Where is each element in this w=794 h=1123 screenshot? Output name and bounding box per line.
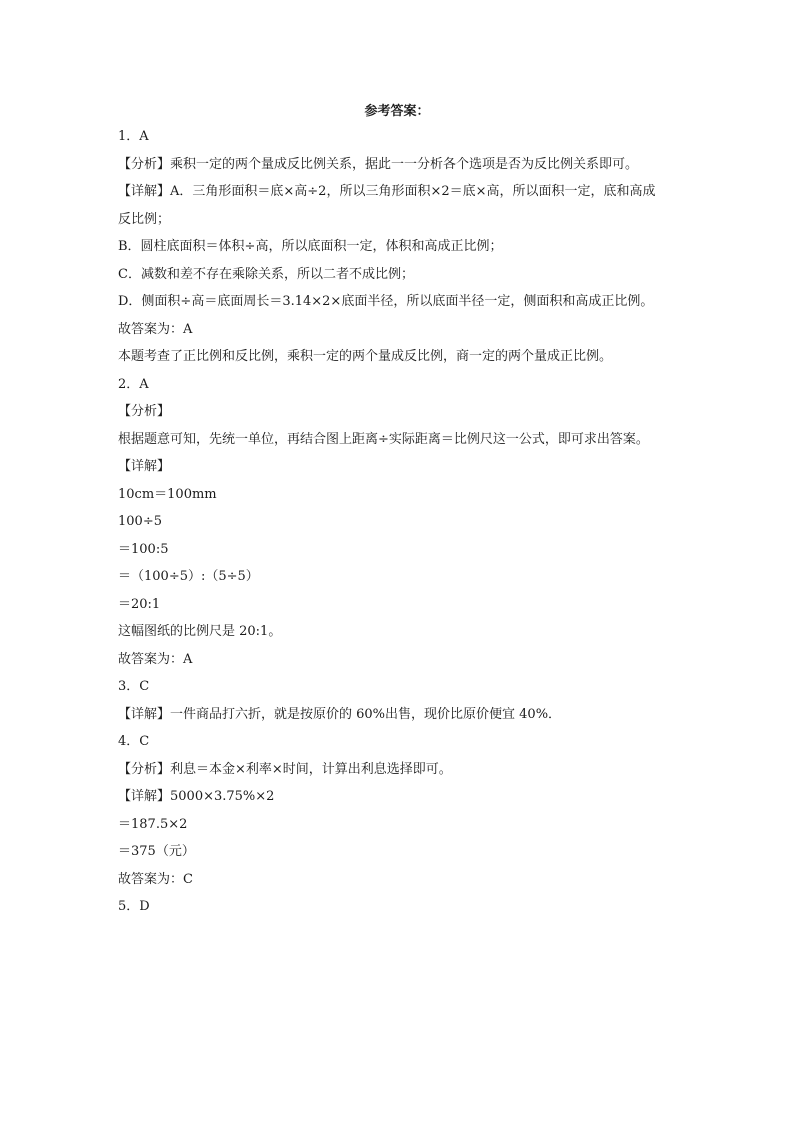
answer-content <box>118 123 688 921</box>
answer-line: B．圆柱底面积＝体积÷高，所以底面积一定，体积和高成正比例； <box>118 239 503 254</box>
page-title: 参考答案： <box>364 104 430 119</box>
answer-line: 2．A <box>118 376 149 392</box>
answer-line: ＝20:1 <box>118 596 161 612</box>
answer-line: 这幅图纸的比例尺是 20:1。 <box>118 624 282 639</box>
answer-line: 1．A <box>118 129 149 144</box>
answer-line: ＝100:5 <box>118 541 169 557</box>
answer-line: 【详解】5000×3.75%×2 <box>118 789 275 804</box>
answer-line: ＝187.5×2 <box>118 816 188 832</box>
answer-line: 【分析】乘积一定的两个量成反比例关系，据此一一分析各个选项是否为反比例关系即可。 <box>118 156 639 172</box>
answer-line: ＝375（元） <box>118 844 195 859</box>
answer-line: 【详解】A．三角形面积＝底×高÷2，所以三角形面积×2＝底×高，所以面积一定，底和高成 <box>118 184 656 199</box>
answer-line: 5．D <box>118 899 150 914</box>
answer-line: 故答案为：A <box>118 321 193 337</box>
answer-line: 反比例； <box>118 211 171 227</box>
answer-line: ＝（100÷5）:（5÷5） <box>118 569 259 584</box>
answer-line: 【详解】 <box>118 459 171 474</box>
answer-line: 10cm＝100mm <box>118 486 217 502</box>
answer-line: 【详解】一件商品打六折，就是按原价的 60%出售，现价比原价便宜 40%． <box>118 706 562 722</box>
answer-line: C．减数和差不存在乘除关系，所以二者不成比例； <box>118 266 414 282</box>
answer-line: D．侧面积÷高＝底面周长＝3.14×2×底面半径，所以底面半径一定，侧面积和高成正比例。 <box>118 294 654 309</box>
answer-line: 故答案为：A <box>118 651 193 667</box>
answer-line: 本题考查了正比例和反比例，乘积一定的两个量成反比例，商一定的两个量成正比例。 <box>118 349 613 364</box>
answer-line: 根据题意可知，先统一单位，再结合图上距离÷实际距离＝比例尺这一公式，即可求出答案。 <box>118 431 649 447</box>
answer-line: 4．C <box>118 734 150 749</box>
answer-line: 故答案为：C <box>118 871 193 887</box>
answer-line: 【分析】利息＝本金×利率×时间，计算出利息选择即可。 <box>118 761 452 777</box>
answer-line: 3．C <box>118 679 150 694</box>
answer-line: 100÷5 <box>118 514 162 529</box>
answer-line: 【分析】 <box>118 404 171 419</box>
